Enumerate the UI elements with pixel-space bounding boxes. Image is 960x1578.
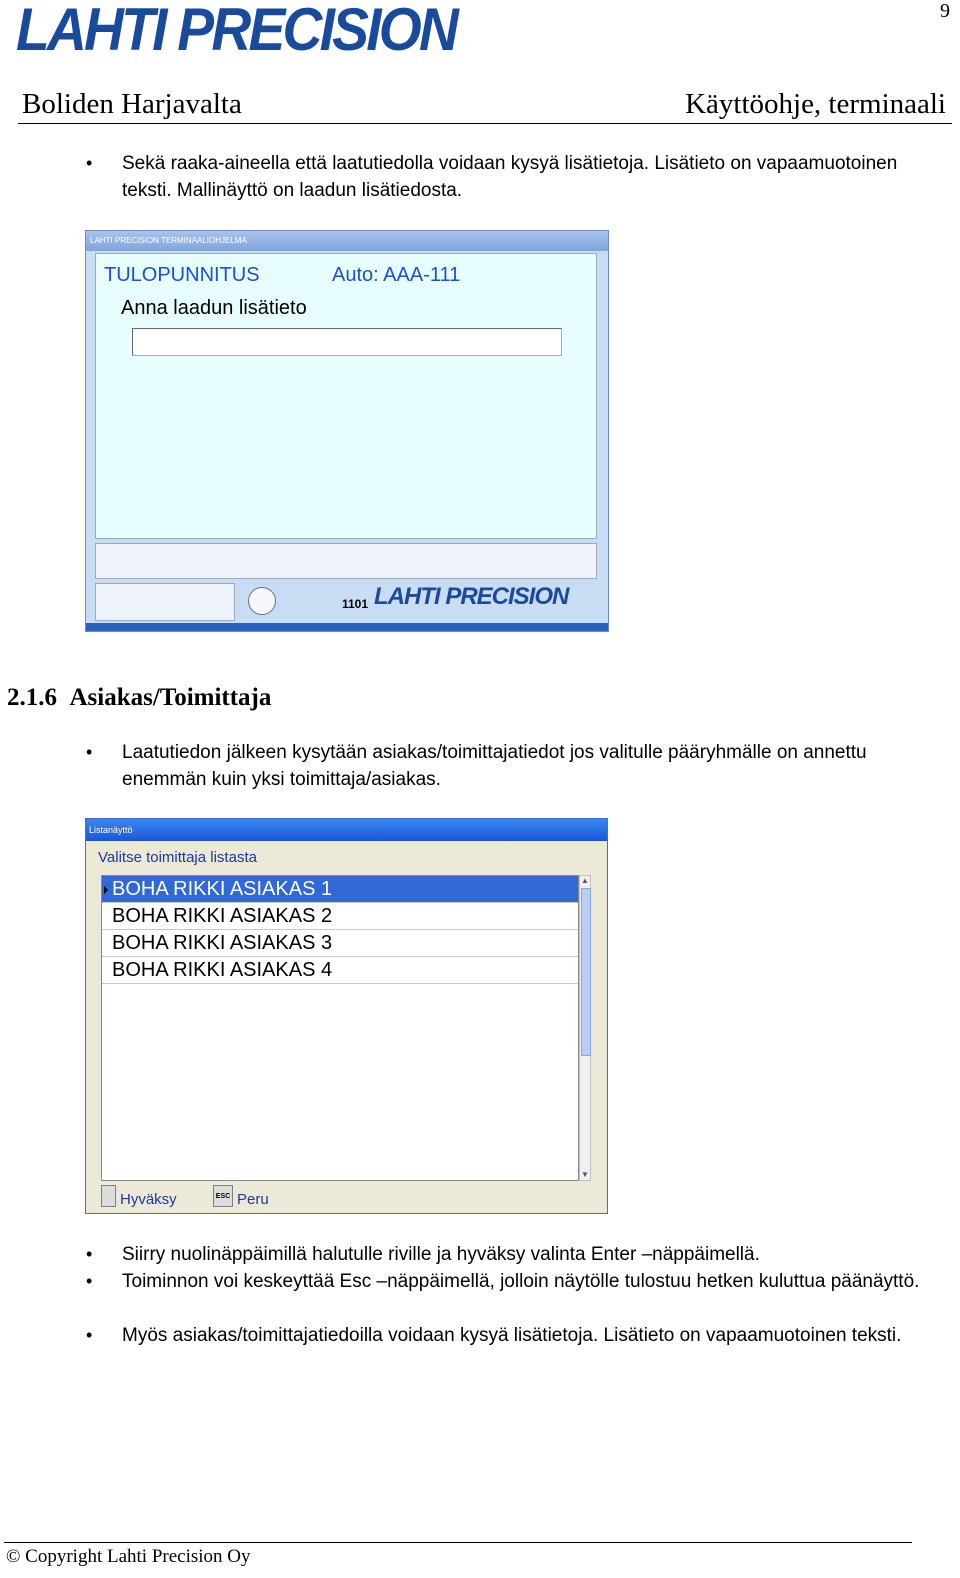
bullet-dot: • bbox=[86, 742, 93, 762]
intro-bullet-list bbox=[0, 150, 960, 210]
document-manual-title: Käyttöohje, terminaali bbox=[685, 88, 946, 120]
bullet-text: Sekä raaka-aineella että laatutiedolla voidaan kysyä lisätietoja. Lisätieto on vapaamuotoinen teksti. Mallinäyttö on laadun lisätiedosta. bbox=[122, 153, 898, 201]
section-title: Asiakas/Toimittaja bbox=[69, 684, 272, 711]
bullet-text: Siirry nuolinäppäimillä halutulle riville ja hyväksy valinta Enter –näppäimellä. bbox=[122, 1244, 760, 1265]
list-item[interactable] bbox=[102, 957, 578, 984]
window-title-bar: LAHTI PRECISION TERMINAALIOHJELMA bbox=[86, 231, 608, 251]
cancel-button[interactable]: Peru bbox=[237, 1191, 269, 1208]
header-divider bbox=[18, 123, 952, 124]
window-title-bar: Listanäyttö bbox=[86, 819, 607, 841]
bullet-text: Laatutiedon jälkeen kysytään asiakas/toimittajatiedot jos valitulle pääryhmälle on annettu enemmän kuin yksi toimittaja/asiakas. bbox=[122, 742, 867, 790]
scroll-thumb[interactable] bbox=[581, 888, 591, 1056]
supplier-list[interactable] bbox=[101, 875, 579, 1181]
main-panel bbox=[95, 253, 597, 539]
status-bar bbox=[95, 543, 597, 579]
status-indicator-icon bbox=[248, 587, 276, 615]
list-prompt: Valitse toimittaja listasta bbox=[98, 849, 257, 866]
scroll-down-icon[interactable]: ▼ bbox=[581, 1170, 589, 1179]
list-scrollbar[interactable] bbox=[579, 875, 591, 1181]
footer-divider bbox=[4, 1542, 912, 1543]
list-item[interactable] bbox=[102, 876, 578, 903]
document-site-title: Boliden Harjavalta bbox=[22, 88, 242, 120]
bullet-dot: • bbox=[86, 153, 93, 173]
window-bottom-bar bbox=[86, 623, 608, 631]
input-prompt: Anna laadun lisätieto bbox=[121, 297, 307, 319]
terminal-logo: LAHTI PRECISION bbox=[374, 583, 569, 610]
screen-heading: TULOPUNNITUS bbox=[104, 264, 260, 286]
bullet-dot: • bbox=[86, 1325, 93, 1345]
page-number: 9 bbox=[940, 0, 950, 22]
customer-list-screenshot bbox=[85, 818, 608, 1214]
list-item-label: BOHA RIKKI ASIAKAS 2 bbox=[112, 905, 333, 927]
list-item-label: BOHA RIKKI ASIAKAS 3 bbox=[112, 932, 333, 954]
instruction-bullet-list bbox=[0, 1241, 960, 1381]
bullet-dot: • bbox=[86, 1271, 93, 1291]
company-logo: LAHTI PRECISION bbox=[16, 0, 457, 63]
list-item[interactable] bbox=[102, 903, 578, 930]
bullet-text: Toiminnon voi keskeyttää Esc –näppäimellä, jolloin näytölle tulostuu hetken kuluttua päänäyttö. bbox=[122, 1271, 920, 1292]
list-item-label: BOHA RIKKI ASIAKAS 1 bbox=[112, 878, 333, 900]
bullet-dot: • bbox=[86, 1244, 93, 1264]
accept-button[interactable]: Hyväksy bbox=[120, 1191, 177, 1208]
esc-key-icon[interactable]: ESC bbox=[213, 1185, 233, 1207]
enter-key-icon[interactable] bbox=[101, 1185, 116, 1207]
terminal-screenshot-additional-info bbox=[85, 230, 609, 632]
bullet-text: Myös asiakas/toimittajatiedoilla voidaan kysyä lisätietoja. Lisätieto on vapaamuotoinen teksti. bbox=[122, 1325, 902, 1346]
vehicle-label: Auto: AAA-111 bbox=[332, 264, 461, 286]
additional-info-input[interactable] bbox=[132, 328, 562, 356]
info-box bbox=[95, 583, 235, 621]
list-item-label: BOHA RIKKI ASIAKAS 4 bbox=[112, 959, 333, 981]
scroll-up-icon[interactable]: ▲ bbox=[581, 876, 589, 885]
terminal-code: 1101 bbox=[342, 597, 369, 611]
section-number: 2.1.6 bbox=[7, 684, 57, 711]
section-heading bbox=[7, 684, 271, 712]
section-bullet-list bbox=[0, 739, 960, 799]
current-row-arrow-icon bbox=[104, 886, 108, 894]
list-item[interactable] bbox=[102, 930, 578, 957]
copyright-footer: © Copyright Lahti Precision Oy bbox=[6, 1546, 251, 1567]
